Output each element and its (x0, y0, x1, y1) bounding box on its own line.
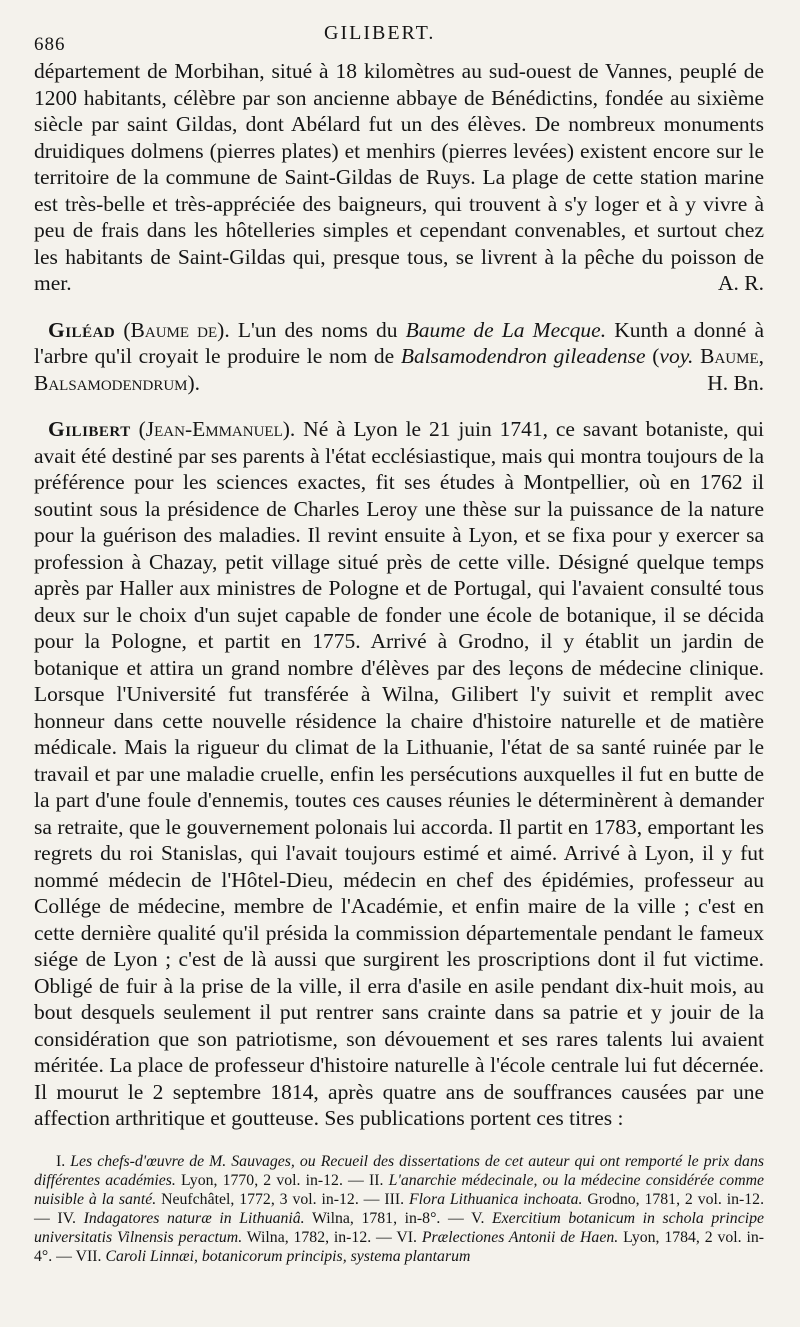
gildas-text: département de Morbihan, situé à 18 kilomètres au sud-ouest de Vannes, peuplé de 1200 habitants, célèbre par son ancienne abbaye de Bénédictins, fondée au sixième siècle par saint Gildas, dont Abélard fut un des élèves. De nombreux monuments druidiques dolmens (pierres plates) et menhirs (pierres levées) existent encore sur le territoire de la commune de Saint-Gildas de Ruys. La plage de cette station marine est très-belle et très-appréciée des baigneurs, qui trouvent à s'y loger et à y vivre à peu de frais dans les hôtelleries simples et cependant convenables, et surtout chez les habitants de Saint-Gildas qui, presque tous, se livrent à la pêche du poisson de mer. (34, 59, 764, 295)
entry-gilead: Giléad (Baume de). L'un des noms du Baume de La Mecque. Kunth a donné à l'arbre qu'il croyait le produire le nom de Balsamodendron gileadense (voy. Baume, Balsamodendrum). H. Bn. (34, 317, 765, 395)
gilead-refs: Baume, Balsamodendrum (34, 344, 765, 395)
note-6-title: Prælectiones Antonii de Haen. (421, 1228, 619, 1246)
note-2-title: L'anarchie médecinale, ou la médecine considérée comme nuisible à la santé. (34, 1171, 765, 1208)
gilibert-name: Jean-Emmanuel (145, 417, 283, 441)
note-4-title: Indagatores naturæ in Lithuaniâ. (83, 1209, 305, 1227)
note-5-title: Exercitium botanicum in schola principe universitatis Vilnensis peractum. (34, 1209, 765, 1246)
note-6-pub: Lyon, 1784, 2 vol. in-4°. — (34, 1228, 764, 1265)
note-2-pub: Neufchâtel, 1772, 3 vol. in-12. — (161, 1190, 380, 1208)
note-5-num: V. (471, 1209, 485, 1227)
running-head: GILIBERT. (324, 22, 436, 44)
headword-gilibert: Gilibert (48, 417, 131, 441)
entry-gildas-continuation (34, 58, 764, 297)
note-3-title: Flora Lithuanica inchoata. (409, 1190, 583, 1208)
gilead-text-2: Kunth a donné à l'arbre qu'il croyait le produire le nom de (34, 317, 764, 368)
note-7-num: VII. (75, 1247, 102, 1265)
note-7-title: Caroli Linnæi, botanicorum principis, systema plantarum (105, 1247, 471, 1265)
bibliography-notes (34, 1152, 764, 1266)
signature-gilead: H. Bn. (707, 370, 764, 395)
note-5-pub: Wilna, 1782, in-12. — (246, 1228, 392, 1246)
gilead-paren-name: Baume de (130, 317, 218, 342)
entry-gilibert: Gilibert (Jean-Emmanuel). Né à Lyon le 21 juin 1741, ce savant botaniste, qui avait été destiné par ses parents à l'état ecclésiastique, mais qui montra toujours de la préférence pour les sciences exactes, fit ses études à Montpellier, où en 1762 il soutint sous la présidence de Charles Leroy une thèse sur la puissance de la nature pour la guérison des maladies. Il revint ensuite à Lyon, et se fixa pour y exercer sa profession à Chazay, petit village situé près de cette ville. Désigné quelque temps après par Haller aux ministres de Pologne et de Portugal, qui l'avaient consulté tous deux sur le choix d'un sujet capable de fonder une école de botanique, il se décida pour la Pologne, et partit en 1775. Arrivé à Grodno, il y établit un jardin de botanique et attira un grand nombre d'élèves par des leçons de médecine clinique. Lorsque l'Université fut transférée à Wilna, Gilibert l'y suivit et remplit avec honneur dans cette nouvelle résidence la chaire d'histoire naturelle et de matière médicale. Mais la rigueur du climat de la Lithuanie, l'état de sa santé ruinée par le travail et par une maladie cruelle, enfin les persécutions auxquelles il fut en butte de la part d'une foule d'ennemis, toutes ces causes réunies le déterminèrent à demander sa retraite, que le gouvernement polonais lui accorda. Il partit en 1783, emportant les regrets du roi Stanislas, qui l'avait toujours estimé et aimé. Arrivé à Lyon, il y fut nommé médecin de l'Hôtel-Dieu, médecin en chef des épidémies, professeur au Collége de médecine, membre de l'Académie, et enfin maire de la ville ; c'est en cette dernière qualité qu'il présida la commission départementale pendant le fameux siége de Lyon ; c'est de là aussi que surgirent les proscriptions dont il fut victime. Obligé de fuir à la prise de la ville, il erra d'asile en asile pendant dix-huit mois, au bout desquels seulement il put rentrer sans crainte dans sa patrie et y jouir de la considération que son patriotisme, son dévouement et ses rares talents lui avaient méritée. La place de professeur d'histoire naturelle à l'école centrale lui fut décernée. Il mourut le 2 septembre 1814, après quatre ans de souffrances causées par une affection arthritique et goutteuse. Ses publications portent ces titres : (34, 417, 764, 1130)
gilead-italic-2: Balsamodendron gileadense (400, 344, 646, 368)
note-3-num: III. (384, 1190, 405, 1208)
page-number: 686 (34, 34, 66, 55)
note-2-num: II. (369, 1171, 384, 1189)
bibliography-paragraph (34, 1152, 764, 1266)
signature-gildas: A. R. (718, 271, 764, 295)
gilead-italic-1: Baume de La Mecque. (405, 317, 607, 342)
note-1-pub: Lyon, 1770, 2 vol. in-12. — (181, 1171, 364, 1189)
note-1-title: Les chefs-d'œuvre de M. Sauvages, ou Recueil des dissertations de cet auteur qui ont remporté le prix dans différentes académies. (34, 1152, 764, 1189)
note-1-num: I. (56, 1152, 66, 1170)
gilibert-text: Né à Lyon le 21 juin 1741, ce savant botaniste, qui avait été destiné par ses parents à l'état ecclésiastique, mais qui montra toujours de la préférence pour les sciences exactes, fit ses études à Montpellier, où en 1762 il soutint sous la présidence de Charles Leroy une thèse sur la puissance de la nature pour la guérison des maladies. Il revint ensuite à Lyon, et se fixa pour y exercer sa profession à Chazay, petit village situé près de cette ville. Désigné quelque temps après par Haller aux ministres de Pologne et de Portugal, qui l'avaient consulté tous deux sur le choix d'un sujet capable de fonder une école de botanique, il se décida pour la Pologne, et partit en 1775. Arrivé à Grodno, il y établit un jardin de botanique et attira un grand nombre d'élèves par des leçons de médecine clinique. Lorsque l'Université fut transférée à Wilna, Gilibert l'y suivit et remplit avec honneur dans cette nouvelle résidence la chaire d'histoire naturelle et de matière médicale. Mais la rigueur du climat de la Lithuanie, l'état de sa santé ruinée par le travail et par une maladie cruelle, enfin les persécutions auxquelles il fut en butte de la part d'une foule d'ennemis, toutes ces causes réunies le déterminèrent à demander sa retraite, que le gouvernement polonais lui accorda. Il partit en 1783, emportant les regrets du roi Stanislas, qui l'avait toujours estimé et aimé. Arrivé à Lyon, il y fut nommé médecin de l'Hôtel-Dieu, médecin en chef des épidémies, professeur au Collége de médecine, membre de l'Académie, et enfin maire de la ville ; c'est en cette dernière qualité qu'il présida la commission départementale pendant le fameux siége de Lyon ; c'est de là aussi que surgirent les proscriptions dont il fut victime. Obligé de fuir à la prise de la ville, il erra d'asile en asile pendant dix-huit mois, au bout desquels seulement il put rentrer sans crainte dans sa patrie et y jouir de la considération que son patriotisme, son dévouement et ses rares talents lui avaient méritée. La place de professeur d'histoire naturelle à l'école centrale lui fut décernée. Il mourut le 2 septembre 1814, après quatre ans de souffrances causées par une affection arthritique et goutteuse. Ses publications portent ces titres : (34, 417, 764, 1130)
gilead-text-1: L'un des noms du (237, 317, 398, 342)
gilead-voy: voy. (659, 344, 694, 368)
page-header (34, 22, 764, 55)
note-4-num: IV. (57, 1209, 76, 1227)
note-3-pub: Grodno, 1781, 2 vol. in-12. — (34, 1190, 765, 1227)
main-text (34, 58, 764, 1132)
note-4-pub: Wilna, 1781, in-8°. — (311, 1209, 464, 1227)
headword-gilead: Giléad (48, 317, 116, 342)
note-6-num: VI. (396, 1228, 418, 1246)
